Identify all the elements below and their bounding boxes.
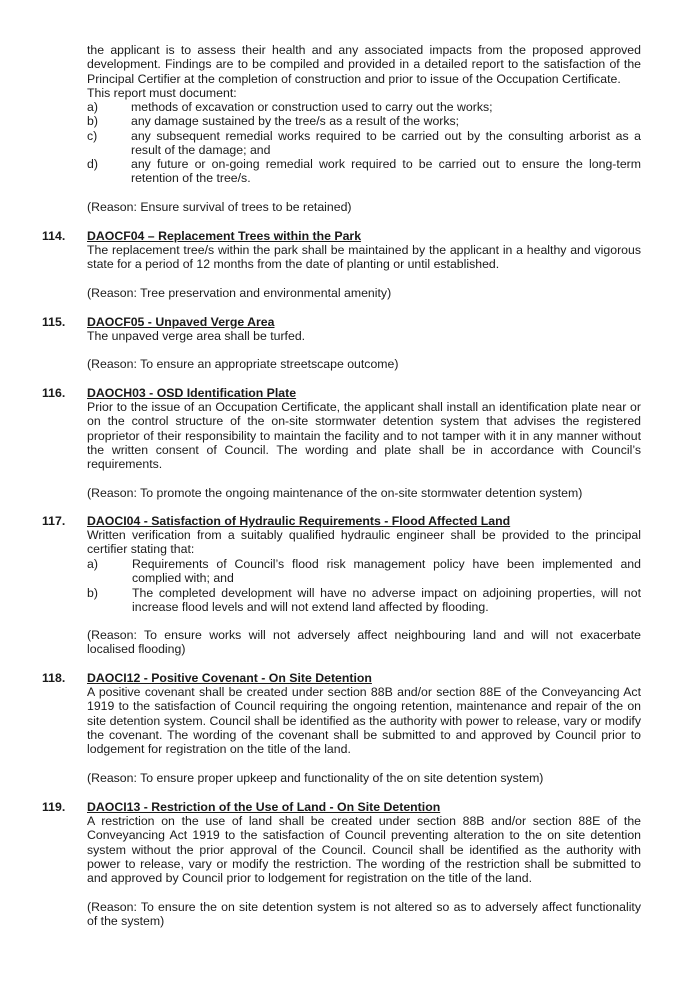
intro-must-document: This report must document: [87, 86, 237, 100]
list-marker: a) [87, 557, 98, 571]
condition-body-119: A restriction on the use of land shall be created under section 88B and/or section 88E of the Conveyancing Act 1919 to the satisfaction of Council preventing alteration to the on site detention system without the prior approval of the Council. Council shall be identified as the authority with power to release, vary or modify the restriction. The wording of the restriction shall be submitted to and approved by Council prior to lodgement for registration on the title of the land. [87, 814, 641, 886]
condition-number-119: 119. [42, 800, 66, 814]
condition-body-116: Prior to the issue of an Occupation Certificate, the applicant shall install an identification plate near or on the control structure of the on-site stormwater detention system that advises the registered proprietor of their responsibility to maintain the facility and to not tamper with it in any manner without the written consent of Council. The wording and plate shall be in accordance with Council’s requirements. [87, 400, 641, 472]
condition-number-115: 115. [42, 315, 66, 329]
intro-reason: (Reason: Ensure survival of trees to be retained) [87, 200, 352, 214]
condition-reason-118: (Reason: To ensure proper upkeep and functionality of the on site detention system) [87, 771, 544, 785]
list-item-text: any future or on-going remedial work required to be carried out to ensure the long-term retention of the tree/s. [131, 157, 641, 186]
list-item [87, 157, 641, 186]
list-item [87, 557, 641, 586]
list-item-text: any subsequent remedial works required to be carried out by the consulting arborist as a result of the damage; and [131, 128, 641, 157]
condition-body-117: Written verification from a suitably qualified hydraulic engineer shall be provided to the principal certifier stating that: [87, 528, 641, 557]
condition-reason-115: (Reason: To ensure an appropriate streetscape outcome) [87, 357, 399, 371]
condition-body-114: The replacement tree/s within the park shall be maintained by the applicant in a healthy and vigorous state for a period of 12 months from the date of planting or until established. [87, 243, 641, 272]
list-marker: d) [87, 157, 98, 172]
condition-heading-115: DAOCF05 - Unpaved Verge Area [87, 315, 275, 329]
condition-heading-118: DAOCI12 - Positive Covenant - On Site Detention [87, 671, 372, 685]
list-item [87, 129, 641, 158]
condition-number-114: 114. [42, 229, 66, 243]
condition-reason-117: (Reason: To ensure works will not adversely affect neighbouring land and will not exacerbate localised flooding) [87, 628, 641, 657]
list-item [87, 100, 641, 114]
condition-reason-114: (Reason: Tree preservation and environmental amenity) [87, 286, 392, 300]
intro-paragraph: the applicant is to assess their health and any associated impacts from the proposed approved development. Findings are to be compiled and provided in a detailed report to the satisfaction of the Principal Certifier at the completion of construction and prior to issue of the Occupation Certificate. [87, 43, 641, 86]
list-item [87, 114, 641, 128]
list-item-text: any damage sustained by the tree/s as a result of the works; [131, 114, 460, 129]
condition-body-115: The unpaved verge area shall be turfed. [87, 329, 306, 343]
list-marker: b) [87, 585, 98, 600]
list-item [87, 586, 641, 615]
condition-heading-117: DAOCI04 - Satisfaction of Hydraulic Requirements - Flood Affected Land [87, 514, 511, 528]
condition-number-117: 117. [42, 514, 66, 528]
list-marker: c) [87, 128, 98, 143]
condition-reason-119: (Reason: To ensure the on site detention system is not altered so as to adversely affect functionality of the system) [87, 900, 641, 929]
condition-number-116: 116. [42, 386, 66, 400]
condition-reason-116: (Reason: To promote the ongoing maintenance of the on-site stormwater detention system) [87, 486, 583, 500]
list-marker: a) [87, 100, 98, 114]
condition-number-118: 118. [42, 671, 66, 685]
list-item-text: Requirements of Council’s flood risk management policy have been implemented and complied with; and [132, 557, 641, 586]
condition-heading-116: DAOCH03 - OSD Identification Plate [87, 386, 297, 400]
condition-body-118: A positive covenant shall be created under section 88B and/or section 88E of the Conveyancing Act 1919 to the satisfaction of Council requiring the ongoing retention, maintenance and repair of the on site detention system. Council shall be identified as the authority with power to release, vary or modify the covenant. The wording of the covenant shall be submitted to and approved by Council prior to lodgement for registration on the title of the land. [87, 685, 641, 757]
condition-heading-114: DAOCF04 – Replacement Trees within the Park [87, 229, 362, 243]
list-item-text: methods of excavation or construction used to carry out the works; [131, 100, 493, 114]
list-item-text: The completed development will have no adverse impact on adjoining properties, will not increase flood levels and will not extend land affected by flooding. [132, 585, 641, 614]
intro-list [87, 100, 641, 186]
condition-list-117 [87, 557, 641, 614]
condition-heading-119: DAOCI13 - Restriction of the Use of Land - On Site Detention [87, 800, 441, 814]
list-marker: b) [87, 114, 98, 129]
